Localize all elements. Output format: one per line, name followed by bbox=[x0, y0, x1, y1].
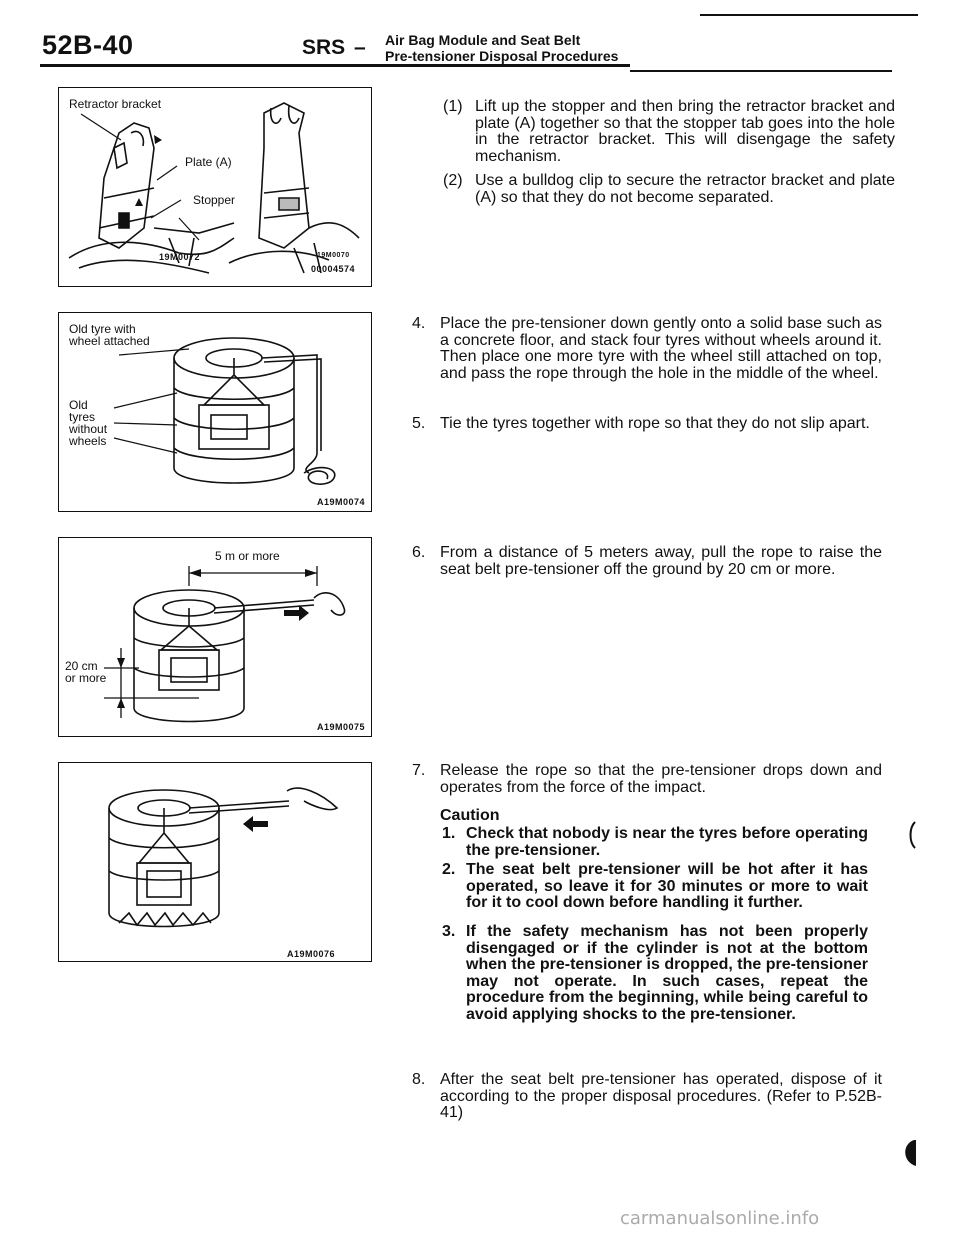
top-rule bbox=[700, 14, 918, 16]
figure-code-right: 19M0070 bbox=[317, 252, 350, 259]
figure-drop bbox=[58, 762, 372, 962]
figure-tyre-stack bbox=[58, 312, 372, 512]
plate-a-label: Plate (A) bbox=[185, 155, 232, 169]
step-8 bbox=[412, 1071, 882, 1122]
header-dash: – bbox=[354, 36, 366, 59]
height-label-1: 20 cm bbox=[65, 659, 98, 673]
step-text: Lift up the stopper and then bring the retractor bracket and plate (A) together so that the stopper tab goes into the hole in the retractor bracket. This will disengage the safety mechanism. bbox=[475, 98, 895, 165]
figure-code-bottom: 00004574 bbox=[311, 264, 356, 274]
header-rule-right bbox=[630, 70, 892, 72]
caution-number: 1. bbox=[442, 825, 456, 842]
margin-mark-icon bbox=[900, 1138, 920, 1168]
header-rule bbox=[40, 64, 630, 67]
caution-text: Check that nobody is near the tyres before operating the pre-tensioner. bbox=[466, 825, 868, 859]
margin-mark-icon bbox=[905, 820, 919, 850]
step-number: 8. bbox=[412, 1071, 426, 1088]
tyres-label-2: tyres bbox=[69, 410, 96, 424]
stopper-label: Stopper bbox=[193, 193, 236, 207]
tyres-label-4: wheels bbox=[69, 434, 107, 448]
step-7 bbox=[412, 762, 882, 796]
drop-illustration bbox=[59, 763, 371, 961]
step-5 bbox=[412, 415, 882, 433]
step-number: 5. bbox=[412, 415, 426, 432]
step-2 bbox=[443, 172, 895, 206]
step-number: 4. bbox=[412, 315, 426, 332]
page-title-line2: Pre-tensioner Disposal Procedures bbox=[385, 48, 619, 64]
figure-retractor-bracket bbox=[58, 87, 372, 287]
step-text: Release the rope so that the pre-tensioner drops down and operates from the force of the impact. bbox=[440, 762, 882, 796]
caution-1 bbox=[442, 825, 868, 859]
step-text: From a distance of 5 meters away, pull the rope to raise the seat belt pre-tensioner off the ground by 20 cm or more. bbox=[440, 544, 882, 578]
step-6 bbox=[412, 544, 882, 578]
caution-text: If the safety mechanism has not been properly disengaged or if the cylinder is not at the bottom when the pre-tensioner is dropped, the pre-tensioner may not operate. In such cases, repeat the procedure from the beginning, while being careful to avoid applying shocks to the pre-tensioner. bbox=[466, 923, 868, 1023]
caution-3 bbox=[442, 923, 868, 1023]
step-4 bbox=[412, 315, 882, 382]
figure-code-left: 19M0072 bbox=[159, 252, 201, 262]
caution-text: The seat belt pre-tensioner will be hot after it has operated, so leave it for 30 minutes or more to wait for it to cool down before handling it further. bbox=[466, 861, 868, 911]
figure-code: A19M0075 bbox=[317, 722, 366, 732]
section-code: SRS bbox=[302, 36, 346, 59]
step-number: (2) bbox=[443, 172, 463, 189]
tyres-label-1: Old bbox=[69, 398, 88, 412]
figure-code: A19M0076 bbox=[287, 949, 336, 959]
watermark: carmanualsonline.info bbox=[620, 1208, 820, 1229]
page-number: 52B-40 bbox=[42, 30, 134, 60]
old-tyre-label-2: wheel attached bbox=[69, 334, 150, 348]
distance-label: 5 m or more bbox=[215, 549, 280, 563]
step-number: (1) bbox=[443, 98, 463, 115]
caution-2 bbox=[442, 861, 868, 912]
caution-title: Caution bbox=[440, 807, 500, 824]
page-title-line1: Air Bag Module and Seat Belt bbox=[385, 32, 581, 48]
caution-number: 2. bbox=[442, 861, 456, 878]
step-number: 6. bbox=[412, 544, 426, 561]
figure-rope-pull bbox=[58, 537, 372, 737]
height-label-2: or more bbox=[65, 671, 107, 685]
step-text: Place the pre-tensioner down gently onto a solid base such as a concrete floor, and stack four tyres without wheels around it. Then place one more tyre with the wheel still attached on top, and pass the rope through the hole in the middle of the wheel. bbox=[440, 315, 882, 382]
rope-pull-illustration bbox=[59, 538, 371, 736]
tyres-label-3: without bbox=[69, 422, 108, 436]
step-text: After the seat belt pre-tensioner has operated, dispose of it according to the proper disposal procedures. (Refer to P.52B-41) bbox=[440, 1071, 882, 1121]
step-1 bbox=[443, 98, 895, 165]
step-number: 7. bbox=[412, 762, 426, 779]
figure-code: A19M0074 bbox=[317, 497, 366, 507]
old-tyre-label-1: Old tyre with bbox=[69, 322, 136, 336]
step-text: Tie the tyres together with rope so that they do not slip apart. bbox=[440, 415, 870, 432]
retractor-bracket-label: Retractor bracket bbox=[69, 97, 162, 111]
caution-number: 3. bbox=[442, 923, 456, 940]
step-text: Use a bulldog clip to secure the retractor bracket and plate (A) so that they do not become separated. bbox=[475, 172, 895, 206]
